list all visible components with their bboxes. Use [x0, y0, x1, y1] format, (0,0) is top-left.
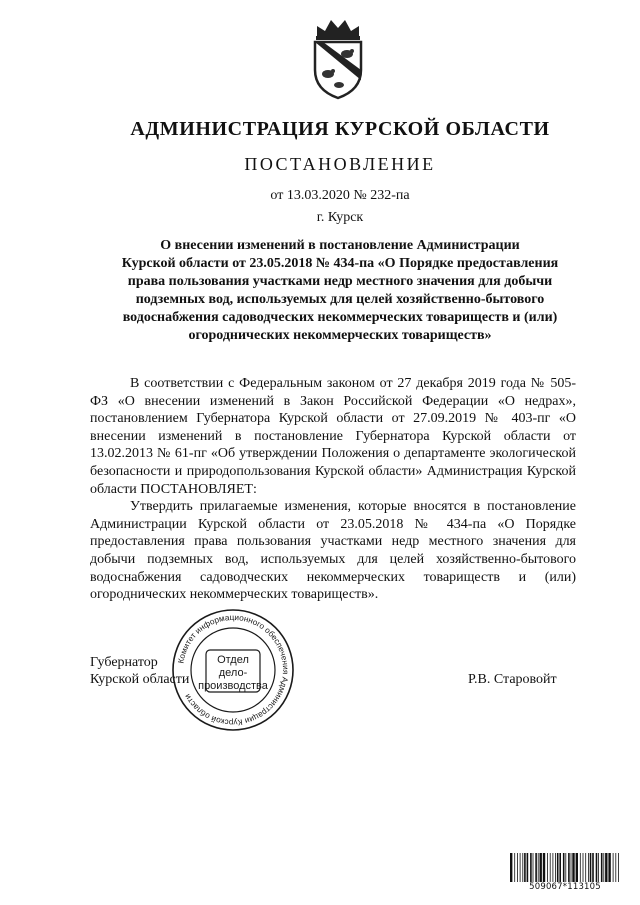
barcode-bar: [608, 853, 610, 882]
barcode-bar: [514, 853, 515, 882]
barcode-bar: [601, 853, 603, 882]
barcode-bar: [543, 853, 545, 882]
subject-line: подземных вод, используемых для целей хозяйственно-бытового: [135, 292, 545, 307]
coat-of-arms-emblem: [303, 18, 373, 100]
barcode-bar: [603, 853, 604, 882]
barcode-bar: [592, 853, 594, 882]
barcode-bars: [509, 853, 621, 882]
barcode-bar: [598, 853, 599, 882]
document-type: ПОСТАНОВЛЕНИЕ: [244, 154, 436, 174]
barcode-bar: [547, 853, 548, 882]
subject-line: огороднических некоммерческих товариществ»: [188, 328, 492, 343]
barcode-bar: [530, 853, 532, 882]
organization-title: АДМИНИСТРАЦИЯ КУРСКОЙ ОБЛАСТИ: [130, 118, 550, 140]
signatory-position-line: Курской области: [90, 672, 190, 687]
barcode-bar: [527, 853, 529, 882]
subject-line: О внесении изменений в постановление Администрации: [160, 238, 520, 253]
document-subject: [80, 237, 600, 345]
barcode-bar: [553, 853, 554, 882]
barcode-bar: [580, 853, 581, 882]
barcode-bar: [618, 853, 619, 882]
barcode-bar: [522, 853, 523, 882]
subject-line: водоснабжения садоводческих некоммерческих товариществ и (или): [122, 310, 558, 325]
barcode-bar: [555, 853, 556, 882]
barcode-bar: [538, 853, 539, 882]
barcode-bar: [572, 853, 574, 882]
stamp-center-line: дело-: [218, 667, 248, 679]
body-paragraph: Утвердить прилагаемые изменения, которые вносятся в постановление Администрации Курской области от 23.05.2018 № 434-па «О Порядке предоставления права пользования участками недр местного значения для добычи подземных вод, используемых для целей хозяйственно-бытового водоснабжения садоводческих некоммерческих товариществ и (или) огороднических некоммерческих товариществ».: [90, 499, 576, 603]
subject-line: права пользования участками недр местного значения для добычи: [127, 274, 553, 289]
barcode-bar: [557, 853, 559, 882]
barcode-bar: [550, 853, 551, 882]
barcode-bar: [559, 853, 561, 882]
barcode-bar: [517, 853, 518, 882]
barcode-bar: [588, 853, 589, 882]
document-body: [90, 375, 576, 604]
barcode-bar: [576, 853, 578, 882]
document-city: г. Курск: [316, 210, 364, 225]
stamp-center-line: производства: [198, 680, 268, 692]
body-paragraph: В соответствии с Федеральным законом от 27 декабря 2019 года № 505-ФЗ «О внесении изменений в Закон Российской Федерации «О недрах», постановлением Губернатора Курской области от 27.09.2019 № 403-пг «О внесении изменений в постановление Губернатора Курской области от 13.02.2013 № 61-пг «Об утверждении Положения о департаменте экологической безопасности и природопользования Курской области» Администрация Курской области ПОСТАНОВЛЯЕТ:: [90, 376, 576, 497]
barcode-bar: [590, 853, 592, 882]
barcode-bar: [520, 853, 521, 882]
barcode-bar: [605, 853, 607, 882]
barcode-bar: [565, 853, 566, 882]
document-barcode: [509, 853, 621, 893]
barcode-bar: [533, 853, 534, 882]
barcode-bar: [563, 853, 565, 882]
stamp-ring-text: Комитет информационного обеспечения Администрации Курской области: [176, 612, 291, 728]
document-date-number: от 13.03.2020 № 232-па: [270, 188, 410, 203]
barcode-bar: [510, 853, 512, 882]
barcode-bar: [596, 853, 598, 882]
barcode-bar: [615, 853, 616, 882]
barcode-bar: [540, 853, 542, 882]
barcode-bar: [571, 853, 572, 882]
barcode-bar: [524, 853, 526, 882]
barcode-bar: [583, 853, 584, 882]
signatory-name: Р.В. Старовойт: [468, 672, 557, 687]
office-stamp: [170, 607, 296, 733]
stamp-center-line: Отдел: [217, 654, 249, 666]
barcode-number: 509067*113105: [529, 882, 601, 892]
barcode-bar: [585, 853, 586, 882]
barcode-bar: [613, 853, 614, 882]
subject-line: Курской области от 23.05.2018 № 434-па «О Порядке предоставления: [121, 256, 559, 271]
barcode-bar: [535, 853, 537, 882]
barcode-bar: [568, 853, 570, 882]
signatory-position-line: Губернатор: [90, 655, 158, 670]
